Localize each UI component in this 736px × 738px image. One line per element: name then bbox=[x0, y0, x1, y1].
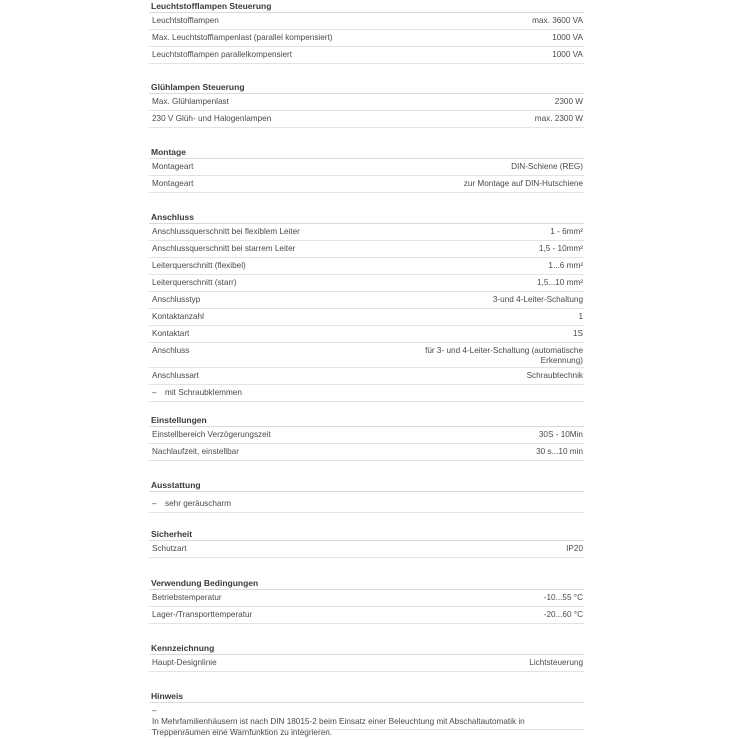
spec-row bbox=[149, 309, 584, 326]
spec-key: Leiterquerschnitt (starr) bbox=[152, 278, 237, 287]
section-ausstattung bbox=[149, 479, 584, 513]
spec-value: zur Montage auf DIN-Hutschiene bbox=[463, 179, 583, 188]
spec-value: 1S bbox=[572, 329, 583, 338]
spec-value: max. 2300 W bbox=[534, 114, 583, 123]
spec-row bbox=[149, 343, 584, 368]
section-title: Verwendung Bedingungen bbox=[149, 577, 584, 590]
spec-key: Max. Glühlampenlast bbox=[152, 97, 229, 106]
spec-key: Anschluss bbox=[152, 346, 190, 355]
spec-value: max. 3600 VA bbox=[532, 16, 583, 25]
section-title: Hinweis bbox=[149, 690, 584, 703]
section-title: Glühlampen Steuerung bbox=[149, 81, 584, 94]
section-verwendung bbox=[149, 577, 584, 624]
spec-key: Einstellbereich Verzögerungszeit bbox=[152, 430, 271, 439]
spec-value: 1,5 - 10mm² bbox=[538, 244, 583, 253]
spec-row bbox=[149, 224, 584, 241]
spec-key: Montageart bbox=[152, 162, 194, 171]
spec-key: Schutzart bbox=[152, 544, 187, 553]
spec-value: Schraubtechnik bbox=[526, 371, 583, 380]
spec-key: Leuchtstofflampen bbox=[152, 16, 219, 25]
list-item bbox=[149, 703, 584, 737]
section-kennzeichnung bbox=[149, 642, 584, 672]
section-einstellungen bbox=[149, 414, 584, 461]
spec-row bbox=[149, 607, 584, 624]
spec-row bbox=[149, 541, 584, 558]
section-montage bbox=[149, 146, 584, 193]
spec-row bbox=[149, 444, 584, 461]
spec-key: Betriebstemperatur bbox=[152, 593, 222, 602]
section-title: Anschluss bbox=[149, 211, 584, 224]
section-title: Leuchtstofflampen Steuerung bbox=[149, 0, 584, 13]
spec-value: 1000 VA bbox=[552, 50, 583, 59]
spec-value: 3-und 4-Leiter-Schaltung bbox=[492, 295, 583, 304]
spec-key: Kontaktanzahl bbox=[152, 312, 204, 321]
spec-key: Leiterquerschnitt (flexibel) bbox=[152, 261, 246, 270]
spec-row bbox=[149, 111, 584, 128]
spec-key: Anschlussquerschnitt bei flexiblem Leiter bbox=[152, 227, 300, 236]
spec-key: Kontaktart bbox=[152, 329, 190, 338]
spec-key: Montageart bbox=[152, 179, 194, 188]
spec-key: Anschlussart bbox=[152, 371, 199, 380]
list-item bbox=[149, 385, 584, 402]
spec-row bbox=[149, 590, 584, 607]
spec-value: -10...55 °C bbox=[543, 593, 583, 602]
spec-value: für 3- und 4-Leiter-Schaltung (automatische Erkennung) bbox=[425, 346, 583, 365]
spec-key: Anschlussquerschnitt bei starrem Leiter bbox=[152, 244, 296, 253]
spec-row bbox=[149, 94, 584, 111]
spec-value: DIN-Schiene (REG) bbox=[511, 162, 583, 171]
spec-row bbox=[149, 258, 584, 275]
spec-value: 1 bbox=[578, 312, 583, 321]
bullet-text: sehr geräuscharm bbox=[165, 499, 231, 508]
spec-row bbox=[149, 427, 584, 444]
section-anschluss bbox=[149, 211, 584, 402]
spec-key: 230 V Glüh- und Halogenlampen bbox=[152, 114, 272, 123]
bullet-text: mit Schraubklemmen bbox=[165, 388, 242, 397]
spec-row bbox=[149, 30, 584, 47]
list-item bbox=[149, 496, 584, 513]
spec-row bbox=[149, 241, 584, 258]
spec-value: -20...60 °C bbox=[543, 610, 583, 619]
spec-key: Lager-/Transporttemperatur bbox=[152, 610, 253, 619]
spec-key: Haupt-Designlinie bbox=[152, 658, 217, 667]
dash-marker: – bbox=[152, 388, 157, 397]
spec-row bbox=[149, 47, 584, 64]
section-title: Einstellungen bbox=[149, 414, 584, 427]
spec-value: 1...6 mm² bbox=[548, 261, 583, 270]
spec-value: Lichtsteuerung bbox=[529, 658, 583, 667]
section-title: Kennzeichnung bbox=[149, 642, 584, 655]
spec-value: 2300 W bbox=[554, 97, 583, 106]
spec-row bbox=[149, 176, 584, 193]
spec-key: Max. Leuchtstofflampenlast (parallel kompensiert) bbox=[152, 33, 333, 42]
spec-value: 1000 VA bbox=[552, 33, 583, 42]
spec-row bbox=[149, 326, 584, 343]
spec-key: Nachlaufzeit, einstellbar bbox=[152, 447, 239, 456]
spec-row bbox=[149, 275, 584, 292]
section-sicherheit bbox=[149, 528, 584, 558]
section-leuchtstofflampen bbox=[149, 0, 584, 64]
dash-marker: – bbox=[152, 706, 157, 715]
spec-row bbox=[149, 13, 584, 30]
spec-value: IP20 bbox=[566, 544, 583, 553]
spec-key: Anschlusstyp bbox=[152, 295, 201, 304]
section-title: Ausstattung bbox=[149, 479, 584, 492]
spec-value: 30 s...10 min bbox=[536, 447, 583, 456]
section-title: Sicherheit bbox=[149, 528, 584, 541]
section-hinweis bbox=[149, 690, 584, 737]
section-title: Montage bbox=[149, 146, 584, 159]
spec-row bbox=[149, 368, 584, 385]
spec-row bbox=[149, 655, 584, 672]
section-gluehlampen bbox=[149, 81, 584, 128]
spec-row bbox=[149, 159, 584, 176]
dash-marker: – bbox=[152, 499, 157, 508]
bullet-text: In Mehrfamilienhäusern ist nach DIN 18015-2 beim Einsatz einer Beleuchtung mit Abschaltautomatik in Treppenräumen eine Warnfunktion zu integrieren. bbox=[152, 717, 525, 737]
spec-row bbox=[149, 292, 584, 309]
spec-key: Leuchtstofflampen parallelkompensiert bbox=[152, 50, 293, 59]
spec-value: 1,5...10 mm² bbox=[537, 278, 583, 287]
spec-value: 30S - 10Min bbox=[538, 430, 583, 439]
spec-value: 1 - 6mm² bbox=[550, 227, 583, 236]
